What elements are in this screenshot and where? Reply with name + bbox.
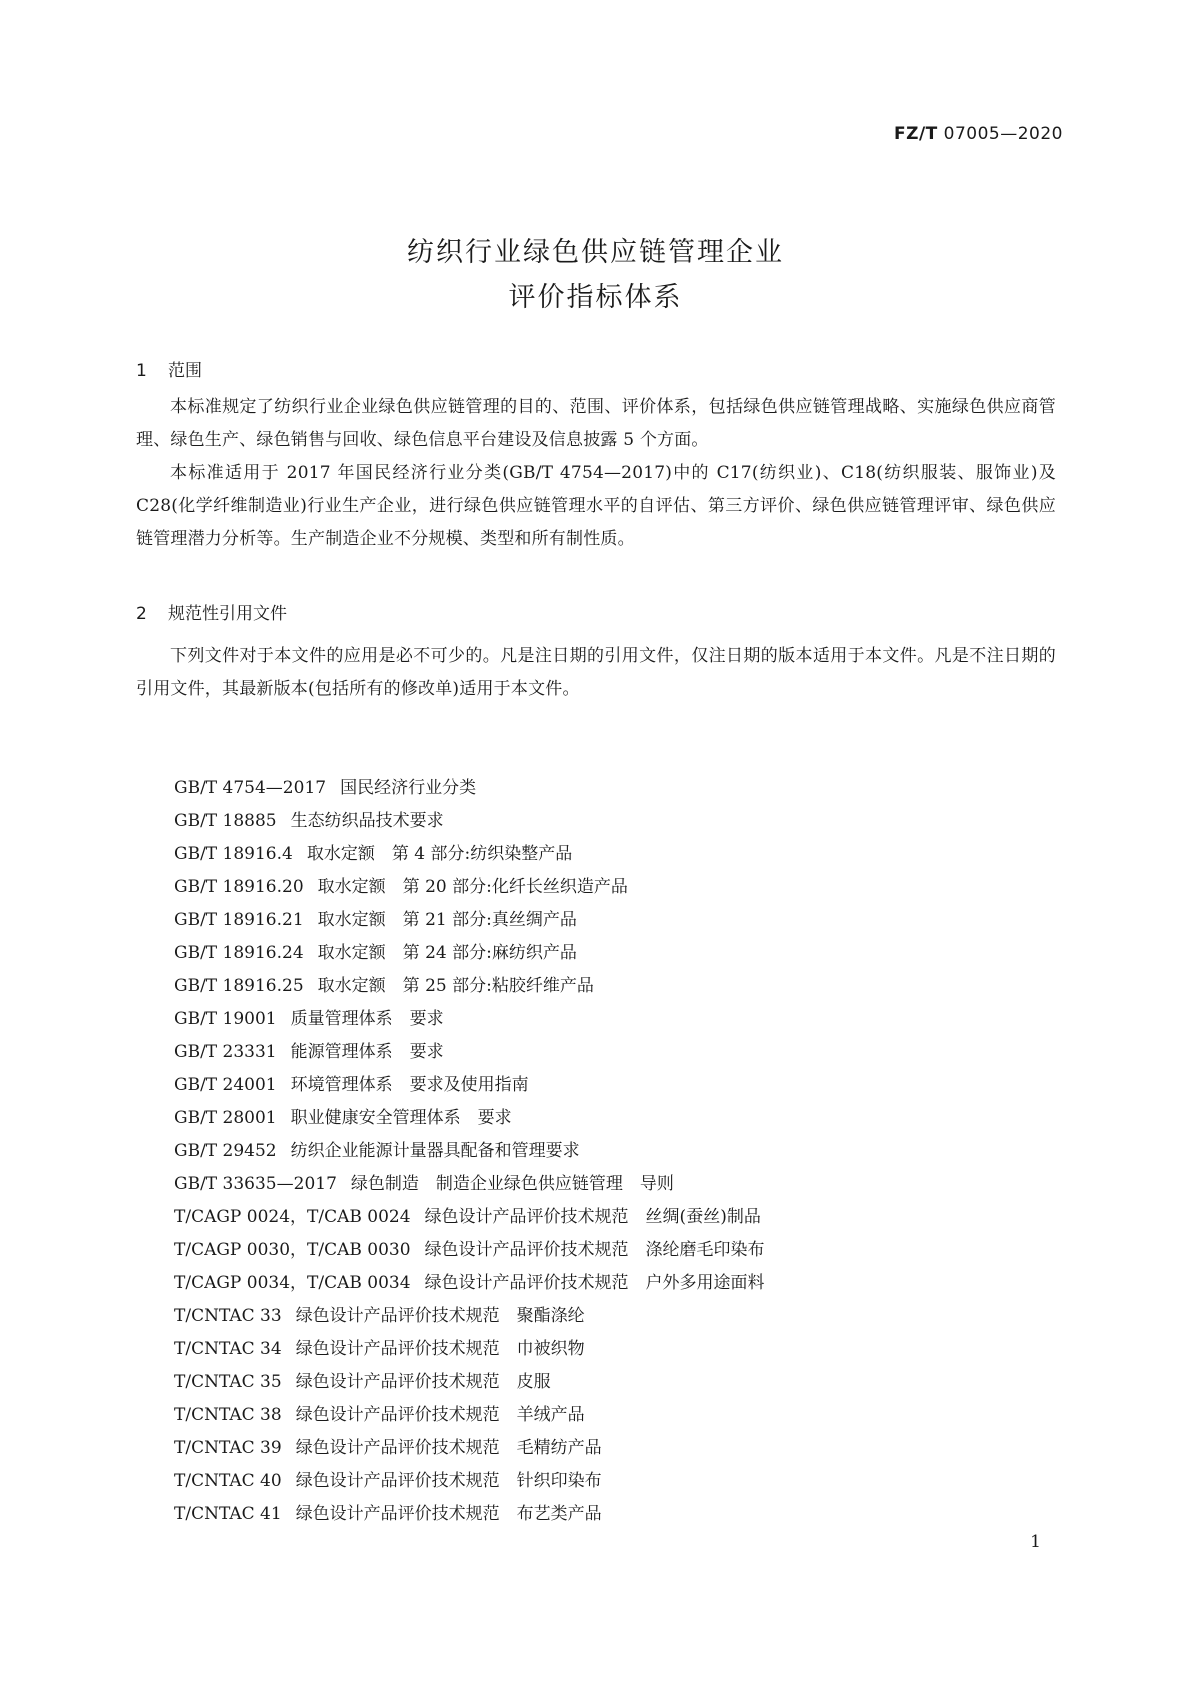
reference-code: GB/T 18916.21: [174, 910, 304, 930]
reference-title: 绿色设计产品评价技术规范 羊绒产品: [295, 1405, 585, 1425]
reference-item: [174, 1432, 765, 1465]
reference-item: [174, 871, 765, 904]
section-1-title: 范围: [168, 361, 202, 381]
reference-code: T/CNTAC 33: [174, 1306, 282, 1326]
reference-code: GB/T 24001: [174, 1075, 277, 1095]
section-2-intro: 下列文件对于本文件的应用是必不可少的。凡是注日期的引用文件，仅注日期的版本适用于本文件。凡是不注日期的引用文件，其最新版本(包括所有的修改单)适用于本文件。: [136, 646, 1056, 699]
reference-code: GB/T 18916.20: [174, 877, 304, 897]
reference-title: 取水定额 第 25 部分:粘胶纤维产品: [317, 976, 594, 996]
reference-title: 环境管理体系 要求及使用指南: [290, 1075, 529, 1095]
reference-title: 绿色设计产品评价技术规范 巾被织物: [295, 1339, 585, 1359]
reference-item: [174, 1300, 765, 1333]
reference-item: [174, 1267, 765, 1300]
reference-item: [174, 1366, 765, 1399]
standard-prefix: FZ/T: [894, 124, 938, 144]
reference-code: GB/T 18885: [174, 811, 277, 831]
reference-code: GB/T 23331: [174, 1042, 277, 1062]
reference-code: T/CNTAC 35: [174, 1372, 282, 1392]
reference-code: GB/T 4754—2017: [174, 778, 327, 798]
reference-title: 绿色设计产品评价技术规范 布艺类产品: [295, 1504, 602, 1524]
reference-item: [174, 1168, 765, 1201]
reference-item: [174, 1465, 765, 1498]
section-2-title: 规范性引用文件: [168, 604, 287, 624]
reference-item: [174, 1399, 765, 1432]
reference-title: 取水定额 第 20 部分:化纤长丝织造产品: [317, 877, 628, 897]
reference-item: [174, 1333, 765, 1366]
reference-title: 质量管理体系 要求: [290, 1009, 444, 1029]
section-1-paragraph-2: 本标准适用于 2017 年国民经济行业分类(GB/T 4754—2017)中的 C17(纺织业)、C18(纺织服装、服饰业)及 C28(化学纤维制造业)行业生产企业，进行绿色供应链管理水平的自评估、第三方评价、绿色供应链管理评审、绿色供应链管理潜力分析等。生产制造企业不分规模、类型和所有制性质。: [136, 463, 1056, 549]
reference-code: GB/T 18916.25: [174, 976, 304, 996]
reference-title: 绿色设计产品评价技术规范 针织印染布: [295, 1471, 602, 1491]
reference-code: T/CNTAC 40: [174, 1471, 282, 1491]
reference-title: 绿色设计产品评价技术规范 涤纶磨毛印染布: [424, 1240, 765, 1260]
reference-item: [174, 1201, 765, 1234]
section-1-heading: [136, 356, 202, 381]
reference-item: [174, 1036, 765, 1069]
standard-number: [894, 124, 1063, 144]
reference-title: 绿色设计产品评价技术规范 皮服: [295, 1372, 551, 1392]
reference-title: 绿色制造 制造企业绿色供应链管理 导则: [350, 1174, 674, 1194]
reference-title: 绿色设计产品评价技术规范 毛精纺产品: [295, 1438, 602, 1458]
reference-title: 绿色设计产品评价技术规范 聚酯涤纶: [295, 1306, 585, 1326]
reference-list: [174, 772, 765, 1531]
section-2-heading: [136, 599, 287, 624]
reference-item: [174, 904, 765, 937]
reference-item: [174, 1003, 765, 1036]
page-number: 1: [1030, 1532, 1041, 1552]
reference-code: GB/T 18916.4: [174, 844, 293, 864]
reference-item: [174, 970, 765, 1003]
reference-item: [174, 1498, 765, 1531]
reference-title: 纺织企业能源计量器具配备和管理要求: [290, 1141, 580, 1161]
reference-item: [174, 1135, 765, 1168]
reference-code: GB/T 18916.24: [174, 943, 304, 963]
reference-code: T/CNTAC 41: [174, 1504, 282, 1524]
reference-title: 取水定额 第 24 部分:麻纺织产品: [317, 943, 577, 963]
title-line-1: 纺织行业绿色供应链管理企业: [407, 237, 784, 268]
section-1-paragraph-1: 本标准规定了纺织行业企业绿色供应链管理的目的、范围、评价体系，包括绿色供应链管理战略、实施绿色供应商管理、绿色生产、绿色销售与回收、绿色信息平台建设及信息披露 5 个方面。: [136, 397, 1056, 450]
reference-code: T/CNTAC 38: [174, 1405, 282, 1425]
reference-code: T/CNTAC 39: [174, 1438, 282, 1458]
title-line-2: 评价指标体系: [508, 282, 683, 313]
reference-item: [174, 1234, 765, 1267]
reference-item: [174, 772, 765, 805]
reference-title: 能源管理体系 要求: [290, 1042, 444, 1062]
reference-code: GB/T 33635—2017: [174, 1174, 337, 1194]
reference-code: T/CAGP 0030，T/CAB 0030: [174, 1240, 411, 1260]
reference-item: [174, 1069, 765, 1102]
reference-item: [174, 805, 765, 838]
reference-title: 绿色设计产品评价技术规范 丝绸(蚕丝)制品: [424, 1207, 761, 1227]
section-2-number: 2: [136, 604, 147, 624]
reference-item: [174, 1102, 765, 1135]
reference-code: T/CAGP 0024，T/CAB 0024: [174, 1207, 411, 1227]
standard-code: 07005—2020: [943, 124, 1063, 144]
reference-code: GB/T 29452: [174, 1141, 277, 1161]
reference-title: 取水定额 第 4 部分:纺织染整产品: [306, 844, 573, 864]
document-title: [0, 230, 1191, 320]
reference-code: GB/T 19001: [174, 1009, 277, 1029]
reference-item: [174, 838, 765, 871]
reference-code: T/CNTAC 34: [174, 1339, 282, 1359]
section-1-number: 1: [136, 361, 147, 381]
reference-title: 国民经济行业分类: [340, 778, 477, 798]
reference-title: 生态纺织品技术要求: [290, 811, 444, 831]
reference-title: 取水定额 第 21 部分:真丝绸产品: [317, 910, 577, 930]
reference-code: T/CAGP 0034，T/CAB 0034: [174, 1273, 411, 1293]
reference-title: 绿色设计产品评价技术规范 户外多用途面料: [424, 1273, 765, 1293]
reference-code: GB/T 28001: [174, 1108, 277, 1128]
reference-item: [174, 937, 765, 970]
reference-title: 职业健康安全管理体系 要求: [290, 1108, 512, 1128]
